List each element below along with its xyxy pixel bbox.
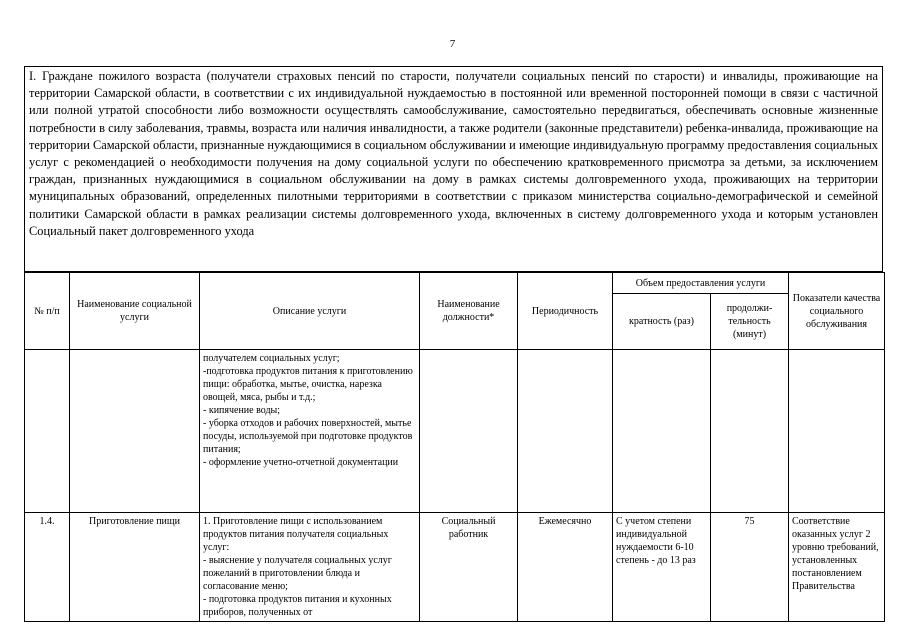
row-frequency: С учетом степени индивидуальной нуждаемости 6-10 степень - до 13 раз xyxy=(613,513,711,622)
table-row xyxy=(25,513,885,622)
row-quality xyxy=(789,350,885,513)
row-service-name: Приготовление пищи xyxy=(70,513,200,622)
row-service-name xyxy=(70,350,200,513)
page-number: 7 xyxy=(449,38,456,50)
row-position: Социальный работник xyxy=(420,513,518,622)
header-quality: Показатели качества социального обслуживания xyxy=(789,273,885,350)
row-frequency xyxy=(613,350,711,513)
row-num xyxy=(25,350,70,513)
row-description: 1. Приготовление пищи с использованием продуктов питания получателя социальных услуг: - выяснение у получателя социальных услуг пожеланий в приготовлении блюда и согласование меню; - подготовка продуктов питания и кухонных приборов, полученных от xyxy=(200,513,420,622)
services-table xyxy=(24,272,885,622)
header-service-name: Наименование социальной услуги xyxy=(70,273,200,350)
header-periodicity: Периодичность xyxy=(518,273,613,350)
header-duration: продолжи-тельность (минут) xyxy=(711,294,789,350)
header-frequency: кратность (раз) xyxy=(613,294,711,350)
table-row xyxy=(25,350,885,513)
row-description: получателем социальных услуг; -подготовка продуктов питания к приготовлению пищи: обработка, мытье, очистка, нарезка овощей, мяса, рыбы и т.д.; - кипячение воды; - уборка отходов и рабочих поверхностей, мытье посуды, используемой при подготовке продуктов питания; - оформление учетно-отчетной документации xyxy=(200,350,420,513)
header-position: Наименование должности* xyxy=(420,273,518,350)
header-volume: Объем предоставления услуги xyxy=(613,273,789,294)
row-periodicity xyxy=(518,350,613,513)
row-quality: Соответствие оказанных услуг 2 уровню требований, установленных постановлением Правительства xyxy=(789,513,885,622)
row-duration xyxy=(711,350,789,513)
row-num: 1.4. xyxy=(25,513,70,622)
row-position xyxy=(420,350,518,513)
row-periodicity: Ежемесячно xyxy=(518,513,613,622)
section-intro-text: I. Граждане пожилого возраста (получатели страховых пенсий по старости, получатели социальных пенсий по старости) и инвалиды, проживающие на территории Самарской области, в соответствии с их индивидуальной нуждаемостью в постоянной или временной посторонней помощи в связи с частичной или полной утратой способности либо возможности осуществлять самообслуживание, самостоятельно передвигаться, обеспечивать основные жизненные потребности в силу заболевания, травмы, возраста или наличия инвалидности, а также родители (законные представители) ребенка-инвалида, проживающие на территории Самарской области, признанные нуждающимися в социальном обслуживании и имеющие индивидуальную программу предоставления социальных услуг с рекомендацией о необходимости получения на дому социальной услуги по обеспечению кратковременного присмотра за детьми, за исключением граждан, признанных нуждающимися в социальном обслуживании на дому в рамках системы долговременного ухода, проживающих на территории муниципальных образований, определенных пилотными территориями в соответствии с приказом министерства социально-демографической и семейной политики Самарской области в рамках реализации системы долговременного ухода, включенных в систему долговременного ухода и которым установлен Социальный пакет долговременного ухода xyxy=(24,66,883,272)
row-duration: 75 xyxy=(711,513,789,622)
header-description: Описание услуги xyxy=(200,273,420,350)
table-header-row xyxy=(25,273,885,294)
header-num: № п/п xyxy=(25,273,70,350)
